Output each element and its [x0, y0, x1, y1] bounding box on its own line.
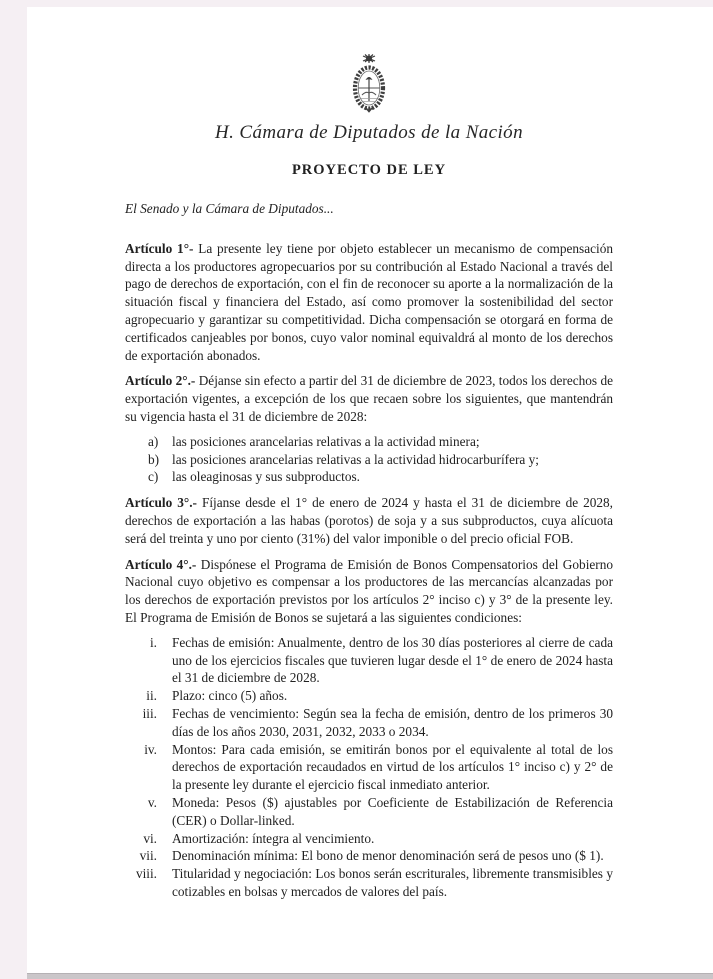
item-text: las posiciones arancelarias relativas a la actividad hidrocarburífera y;	[172, 451, 539, 467]
item-text: las oleaginosas y sus subproductos.	[172, 469, 360, 485]
item-marker: b)	[148, 451, 160, 467]
item-marker: vi.	[143, 830, 157, 846]
article-2-label: Artículo 2°.-	[125, 373, 196, 389]
item-marker: iii.	[142, 705, 157, 721]
item-marker: v.	[147, 794, 157, 810]
article-1-label: Artículo 1°-	[125, 240, 194, 256]
article-2-text: Déjanse sin efecto a partir del 31 de diciembre de 2023, todos los derechos de exportación vigentes, a excepción de los que recaen sobre los siguientes, que mantendrán su vigencia hasta el 31 de diciembre de 2028:	[125, 373, 613, 424]
scan-edge	[27, 973, 713, 979]
article-4-label: Artículo 4°.-	[125, 556, 197, 572]
list-item	[125, 794, 613, 830]
item-text: Fechas de emisión: Anualmente, dentro de los 30 días posteriores al cierre de cada uno de los ejercicios fiscales que tuvieren lugar desde el 1° de enero de 2024 hasta el 31 de diciembre de 2028.	[172, 634, 613, 686]
list-item	[125, 830, 613, 848]
preamble: El Senado y la Cámara de Diputados...	[125, 201, 334, 216]
article-4-text: Dispónese el Programa de Emisión de Bonos Compensatorios del Gobierno Nacional cuyo objetivo es compensar a los productores de las mercancías alcanzadas por los derechos de exportación previstos por los artículos 2° inciso c) y 3° de la presente ley. El Programa de Emisión de Bonos se sujetará a las siguientes condiciones:	[125, 556, 614, 625]
item-text: Plazo: cinco (5) años.	[172, 688, 288, 704]
list-item	[125, 847, 613, 865]
argentine-coat-of-arms-icon	[346, 53, 392, 115]
article-3	[125, 494, 613, 547]
list-item	[125, 687, 613, 705]
article-2	[125, 372, 613, 425]
item-text: Amortización: íntegra al vencimiento.	[172, 830, 375, 846]
item-text: Denominación mínima: El bono de menor denominación será de pesos uno ($ 1).	[172, 848, 604, 864]
document-title: PROYECTO DE LEY	[291, 162, 447, 178]
item-text: Fechas de vencimiento: Según sea la fecha de emisión, dentro de los primeros 30 días de los años 2030, 2031, 2032, 2033 o 2034.	[172, 705, 613, 739]
list-item	[125, 705, 613, 741]
list-item	[125, 451, 613, 469]
article-3-label: Artículo 3°.-	[125, 495, 197, 511]
article-4	[125, 556, 613, 627]
institution-name: H. Cámara de Diputados de la Nación	[215, 122, 523, 143]
item-marker: viii.	[135, 866, 157, 882]
article-1	[125, 240, 613, 365]
item-text: Montos: Para cada emisión, se emitirán bonos por el equivalente al total de los derechos de exportación recaudados en virtud de los artículos 1° inciso c) y 2° de la presente ley durante el ejercicio fiscal inmediato anterior.	[172, 741, 613, 793]
item-text: Titularidad y negociación: Los bonos serán escriturales, libremente transmisibles y cotizables en bolsas y mercados de valores del país.	[172, 866, 613, 899]
list-item	[125, 468, 613, 486]
document-content	[27, 53, 713, 901]
document-page	[27, 7, 713, 973]
item-marker: c)	[148, 469, 159, 485]
item-marker: i.	[149, 634, 157, 650]
item-marker: a)	[148, 433, 159, 449]
list-item	[125, 865, 613, 901]
item-text: Moneda: Pesos ($) ajustables por Coeficiente de Estabilización de Referencia (CER) o Dollar-linked.	[172, 794, 613, 828]
list-item	[125, 741, 613, 794]
article-2-item-list	[125, 433, 613, 486]
item-marker: ii.	[146, 688, 157, 704]
article-3-text: Fíjanse desde el 1° de enero de 2024 y hasta el 31 de diciembre de 2028, derechos de exportación a las habas (porotos) de soja y a sus subproductos, cuya alícuota será del treinta y uno por ciento (31%) del valor imponible o del precio oficial FOB.	[125, 495, 614, 546]
item-text: las posiciones arancelarias relativas a la actividad minera;	[172, 433, 480, 449]
item-marker: iv.	[144, 741, 157, 757]
article-4-item-list	[125, 634, 613, 901]
list-item	[125, 433, 613, 451]
list-item	[125, 634, 613, 687]
article-1-text: La presente ley tiene por objeto establecer un mecanismo de compensación directa a los productores agropecuarios por su contribución al Estado Nacional a través del pago de derechos de exportación, con el fin de reconocer su aporte a la normalización de la situación fiscal y financiera del Estado, así como promover la sostenibilidad del sector agropecuario y garantizar su competitividad. Dicha compensación se otorgará en forma de certificados canjeables por bonos, cuyo valor nominal equivaldrá al monto de los derechos de exportación abonados.	[125, 240, 614, 363]
item-marker: vii.	[139, 848, 157, 864]
